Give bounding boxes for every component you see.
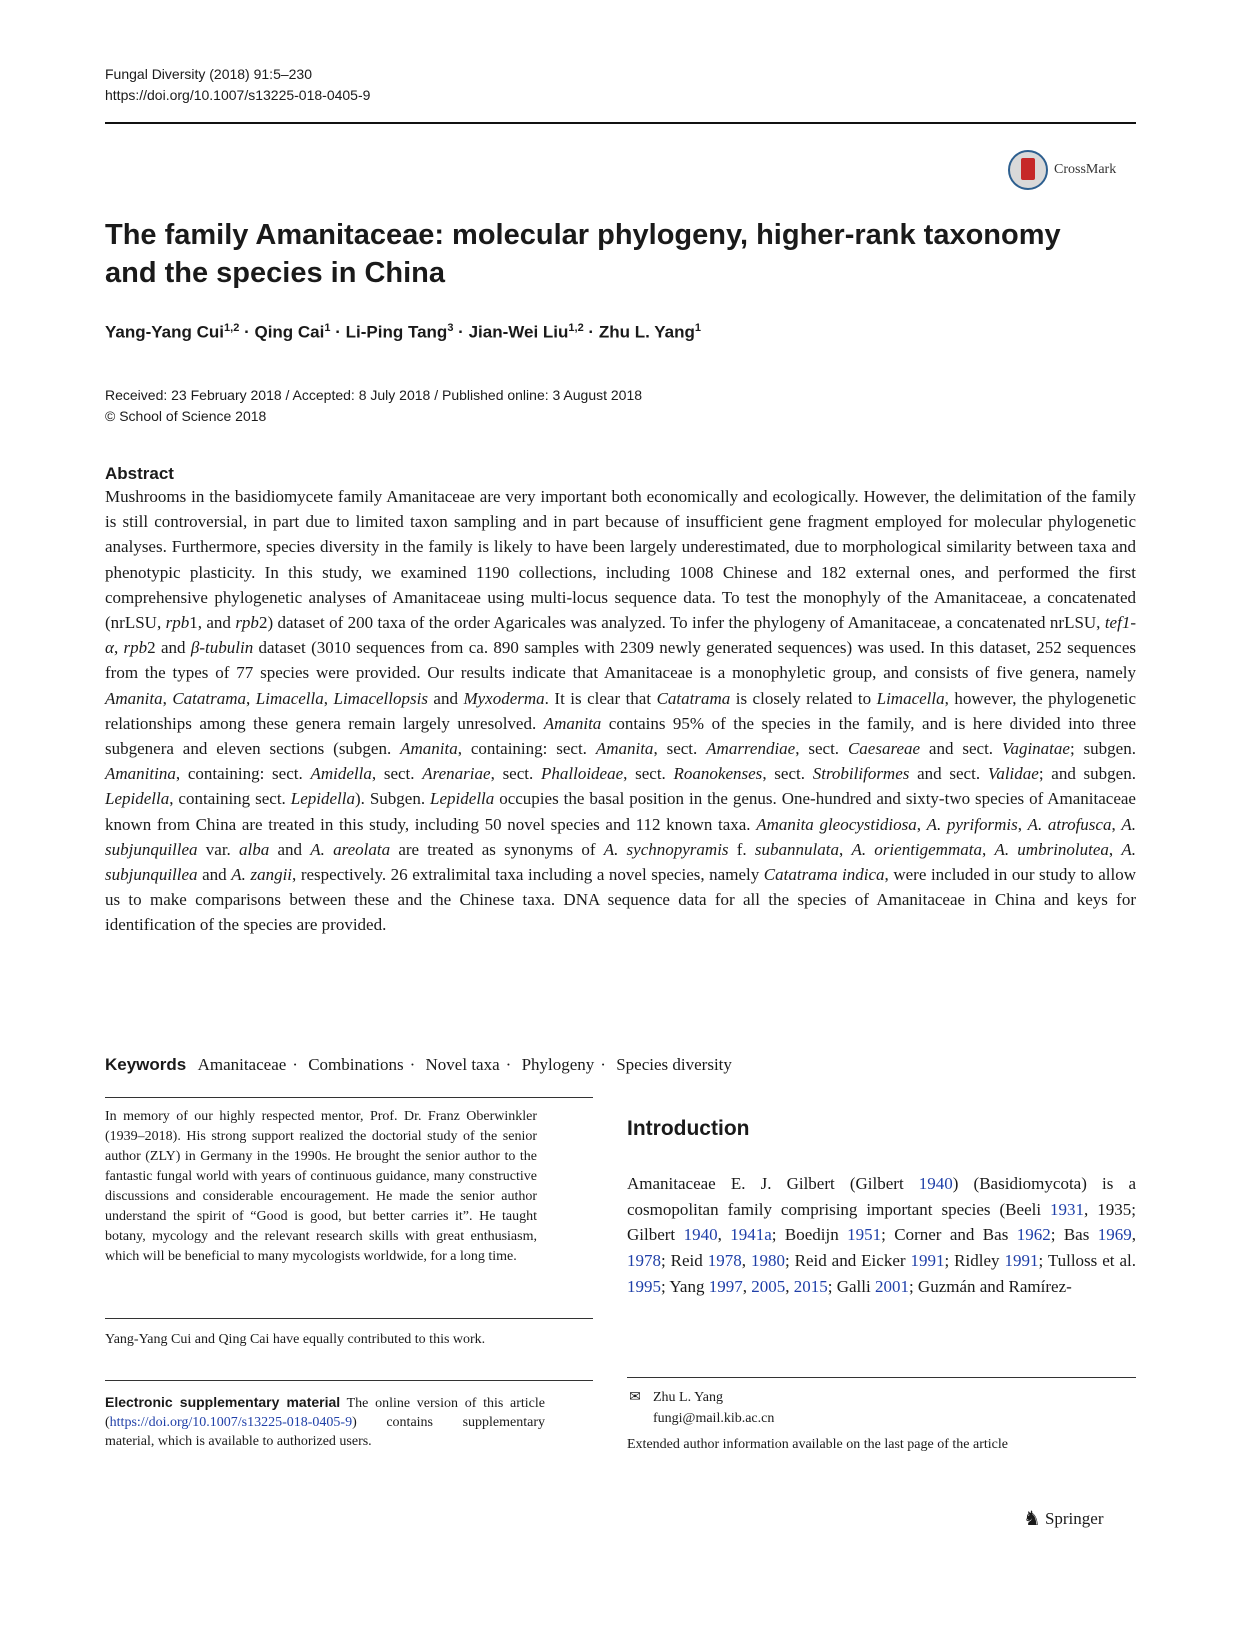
extended-author-info: Extended author information available on the last page of the article bbox=[627, 1437, 1008, 1452]
envelope-icon: ✉ bbox=[629, 1390, 641, 1405]
citation-link[interactable]: 1951 bbox=[847, 1225, 882, 1245]
keyword-separator: · bbox=[409, 1055, 416, 1074]
keywords-line bbox=[105, 1055, 732, 1075]
keyword: Amanitaceae bbox=[197, 1055, 287, 1074]
author-list bbox=[105, 322, 701, 343]
footnote-rule bbox=[105, 1380, 593, 1381]
citation-link[interactable]: 2005 bbox=[751, 1276, 786, 1296]
header-rule bbox=[105, 122, 1136, 124]
citation-link[interactable]: 1997 bbox=[708, 1276, 743, 1296]
keyword: Species diversity bbox=[616, 1055, 732, 1074]
citation-link[interactable]: 1940 bbox=[918, 1174, 953, 1193]
author-affiliation: 1,2 bbox=[568, 322, 584, 334]
keyword-separator: · bbox=[505, 1055, 512, 1074]
crossmark-label: CrossMark bbox=[1054, 162, 1117, 177]
citation-link[interactable]: 1991 bbox=[1004, 1251, 1039, 1271]
article-title bbox=[105, 216, 1085, 292]
introduction-text: Amanitaceae E. J. Gilbert (Gilbert 1940) (Basidiomycota) is a cosmopolitan family comprising important species (Beeli 1931, 1935; Gilbert 1940, 1941a; Boedijn 1951; Corner and Bas 1962; Bas 1969, 1978; Reid 1978, 1980; Reid and Eicker 1991; Ridley 1991; Tulloss et al. 1995; Yang 1997, 2005, 2015; Galli 2001; Guzmán and Ramírez- bbox=[627, 1174, 1136, 1296]
footnote-rule bbox=[105, 1318, 593, 1319]
author-name: Qing Cai bbox=[254, 322, 325, 342]
citation-link[interactable]: 1978 bbox=[707, 1251, 742, 1271]
contact-name: Zhu L. Yang bbox=[653, 1390, 724, 1405]
contact-email[interactable]: fungi@mail.kib.ac.cn bbox=[653, 1411, 775, 1426]
supplementary-text-after: ) contains supplementary material, which is available to authorized users. bbox=[105, 1415, 545, 1449]
citation-link[interactable]: 2015 bbox=[793, 1276, 828, 1296]
supplementary-note bbox=[105, 1393, 545, 1451]
author-affiliation: 3 bbox=[447, 322, 454, 334]
author-affiliation: 1 bbox=[324, 322, 331, 334]
abstract-heading: Abstract bbox=[105, 464, 174, 483]
citation-link[interactable]: 1931 bbox=[1050, 1199, 1085, 1219]
author-affiliation: 1,2 bbox=[224, 322, 240, 334]
corresponding-author bbox=[627, 1387, 774, 1429]
doi-text: https://doi.org/10.1007/s13225-018-0405-9 bbox=[105, 87, 371, 103]
crossmark-icon bbox=[1008, 150, 1048, 190]
author-affiliation: 1 bbox=[694, 322, 701, 334]
author-separator: · bbox=[335, 322, 341, 342]
crossmark-badge[interactable] bbox=[1008, 148, 1136, 192]
citation-link[interactable]: 1941a bbox=[730, 1225, 772, 1245]
copyright-line: © School of Science 2018 bbox=[105, 408, 267, 424]
title-line-1: The family Amanitaceae: molecular phylogeny, higher-rank taxonomy bbox=[105, 219, 1061, 251]
title-line-2: and the species in China bbox=[105, 257, 446, 289]
citation-link[interactable]: 1969 bbox=[1097, 1225, 1132, 1245]
citation-link[interactable]: 1980 bbox=[750, 1251, 785, 1271]
keyword: Phylogeny bbox=[521, 1055, 595, 1074]
author-name: Zhu L. Yang bbox=[598, 322, 695, 342]
contact-rule bbox=[627, 1377, 1136, 1378]
dates-line: Received: 23 February 2018 / Accepted: 8 July 2018 / Published online: 3 August 2018 bbox=[105, 387, 643, 403]
publisher-logo bbox=[1023, 1506, 1103, 1531]
author-name: Li-Ping Tang bbox=[345, 322, 448, 342]
author-separator: · bbox=[244, 322, 250, 342]
memorial-note: In memory of our highly respected mentor, Prof. Dr. Franz Oberwinkler (1939–2018). His strong support realized the doctorial study of the senior author (ZLY) in Germany in the 1990s. He brought the senior author to the fantastic fungal world with years of continuous guidance, many constructive discussions and considerable encouragement. He made the senior author understand the spirit of “Good is good, but better carries it”. He taught botany, mycology and the relevant research skills with great enthusiasm, which will be beneficial to many mycologists worldwide, for a long time. bbox=[105, 1109, 537, 1264]
publisher-name: Springer bbox=[1044, 1508, 1104, 1528]
citation-link[interactable]: 1962 bbox=[1016, 1225, 1051, 1245]
equal-contribution-note: Yang-Yang Cui and Qing Cai have equally contributed to this work. bbox=[105, 1332, 486, 1347]
publication-dates bbox=[105, 385, 642, 427]
supplementary-text-before: The online version of this article ( bbox=[105, 1396, 545, 1430]
keyword-separator: · bbox=[600, 1055, 606, 1074]
author-separator: · bbox=[458, 322, 464, 342]
author-name: Yang-Yang Cui bbox=[105, 322, 225, 342]
introduction-heading: Introduction bbox=[627, 1117, 750, 1140]
supplementary-label: Electronic supplementary material bbox=[105, 1394, 341, 1410]
abstract-text: Mushrooms in the basidiomycete family Amanitaceae are very important both economically and ecologically. However, the delimitation of the family is still controversial, in part due to limited taxon sampling and in part because of insufficient gene fragment employed for molecular phylogenetic analyses. Furthermore, species diversity in the family is likely to have been largely underestimated, due to morphological similarity between taxa and phenotypic plasticity. In this study, we examined 1190 collections, including 1008 Chinese and 182 external ones, and performed the first comprehensive phylogenetic analyses of Amanitaceae using multi-locus sequence data. To test the monophyly of the Amanitaceae, a concatenated (nrLSU, rpb1, and rpb2) dataset of 200 taxa of the order Agaricales was analyzed. To infer the phylogeny of Amanitaceae, a concatenated nrLSU, tef1-α, rpb2 and β-tubulin dataset (3010 sequences from ca. 890 samples with 2309 newly generated sequences) was used. In this dataset, 252 sequences from the types of 77 species were provided. Our results indicate that Amanitaceae is a monophyletic group, and consists of five genera, namely Amanita, Catatrama, Limacella, Limacellopsis and Myxoderma. It is clear that Catatrama is closely related to Limacella, however, the phylogenetic relationships among these genera remain largely unresolved. Amanita contains 95% of the species in the family, and is here divided into three subgenera and eleven sections (subgen. Amanita, containing: sect. Amanita, sect. Amarrendiae, sect. Caesareae and sect. Vaginatae; subgen. Amanitina, containing: sect. Amidella, sect. Arenariae, sect. Phalloideae, sect. Roanokenses, sect. Strobiliformes and sect. Validae; and subgen. Lepidella, containing sect. Lepidella). Subgen. Lepidella occupies the basal position in the genus. One-hundred and sixty-two species of Amanitaceae known from China are treated in this study, including 50 novel species and 112 known taxa. Amanita gleocystidiosa, A. pyriformis, A. atrofusca, A. subjunquillea var. alba and A. areolata are treated as synonyms of A. sychnopyramis f. subannulata, A. orientigemmata, A. umbrinolutea, A. subjunquillea and A. zangii, respectively. 26 extralimital taxa including a novel species, namely Catatrama indica, were included in our study to allow us to make comparisons between these and the Chinese taxa. DNA sequence data for all the species of Amanitaceae in China and keys for identification of the species are provided. bbox=[105, 487, 1137, 935]
citation-link[interactable]: 2001 bbox=[874, 1276, 909, 1296]
keyword: Novel taxa bbox=[425, 1055, 500, 1074]
keyword-separator: · bbox=[292, 1055, 298, 1074]
author-name: Jian-Wei Liu bbox=[468, 322, 569, 342]
citation-link[interactable]: 1978 bbox=[627, 1251, 661, 1271]
journal-citation: Fungal Diversity (2018) 91:5–230 bbox=[105, 66, 313, 82]
citation-link[interactable]: 1995 bbox=[627, 1276, 661, 1296]
citation-link[interactable]: 1940 bbox=[683, 1225, 718, 1245]
citation-link[interactable]: 1991 bbox=[910, 1251, 945, 1271]
supplementary-link[interactable]: https://doi.org/10.1007/s13225-018-0405-9 bbox=[109, 1415, 353, 1430]
keyword: Combinations bbox=[308, 1055, 404, 1074]
author-separator: · bbox=[588, 322, 595, 342]
springer-horse-icon: ♞ bbox=[1023, 1508, 1041, 1530]
footnote-rule bbox=[105, 1097, 593, 1098]
journal-header bbox=[105, 64, 370, 106]
keywords-label: Keywords bbox=[105, 1055, 187, 1074]
